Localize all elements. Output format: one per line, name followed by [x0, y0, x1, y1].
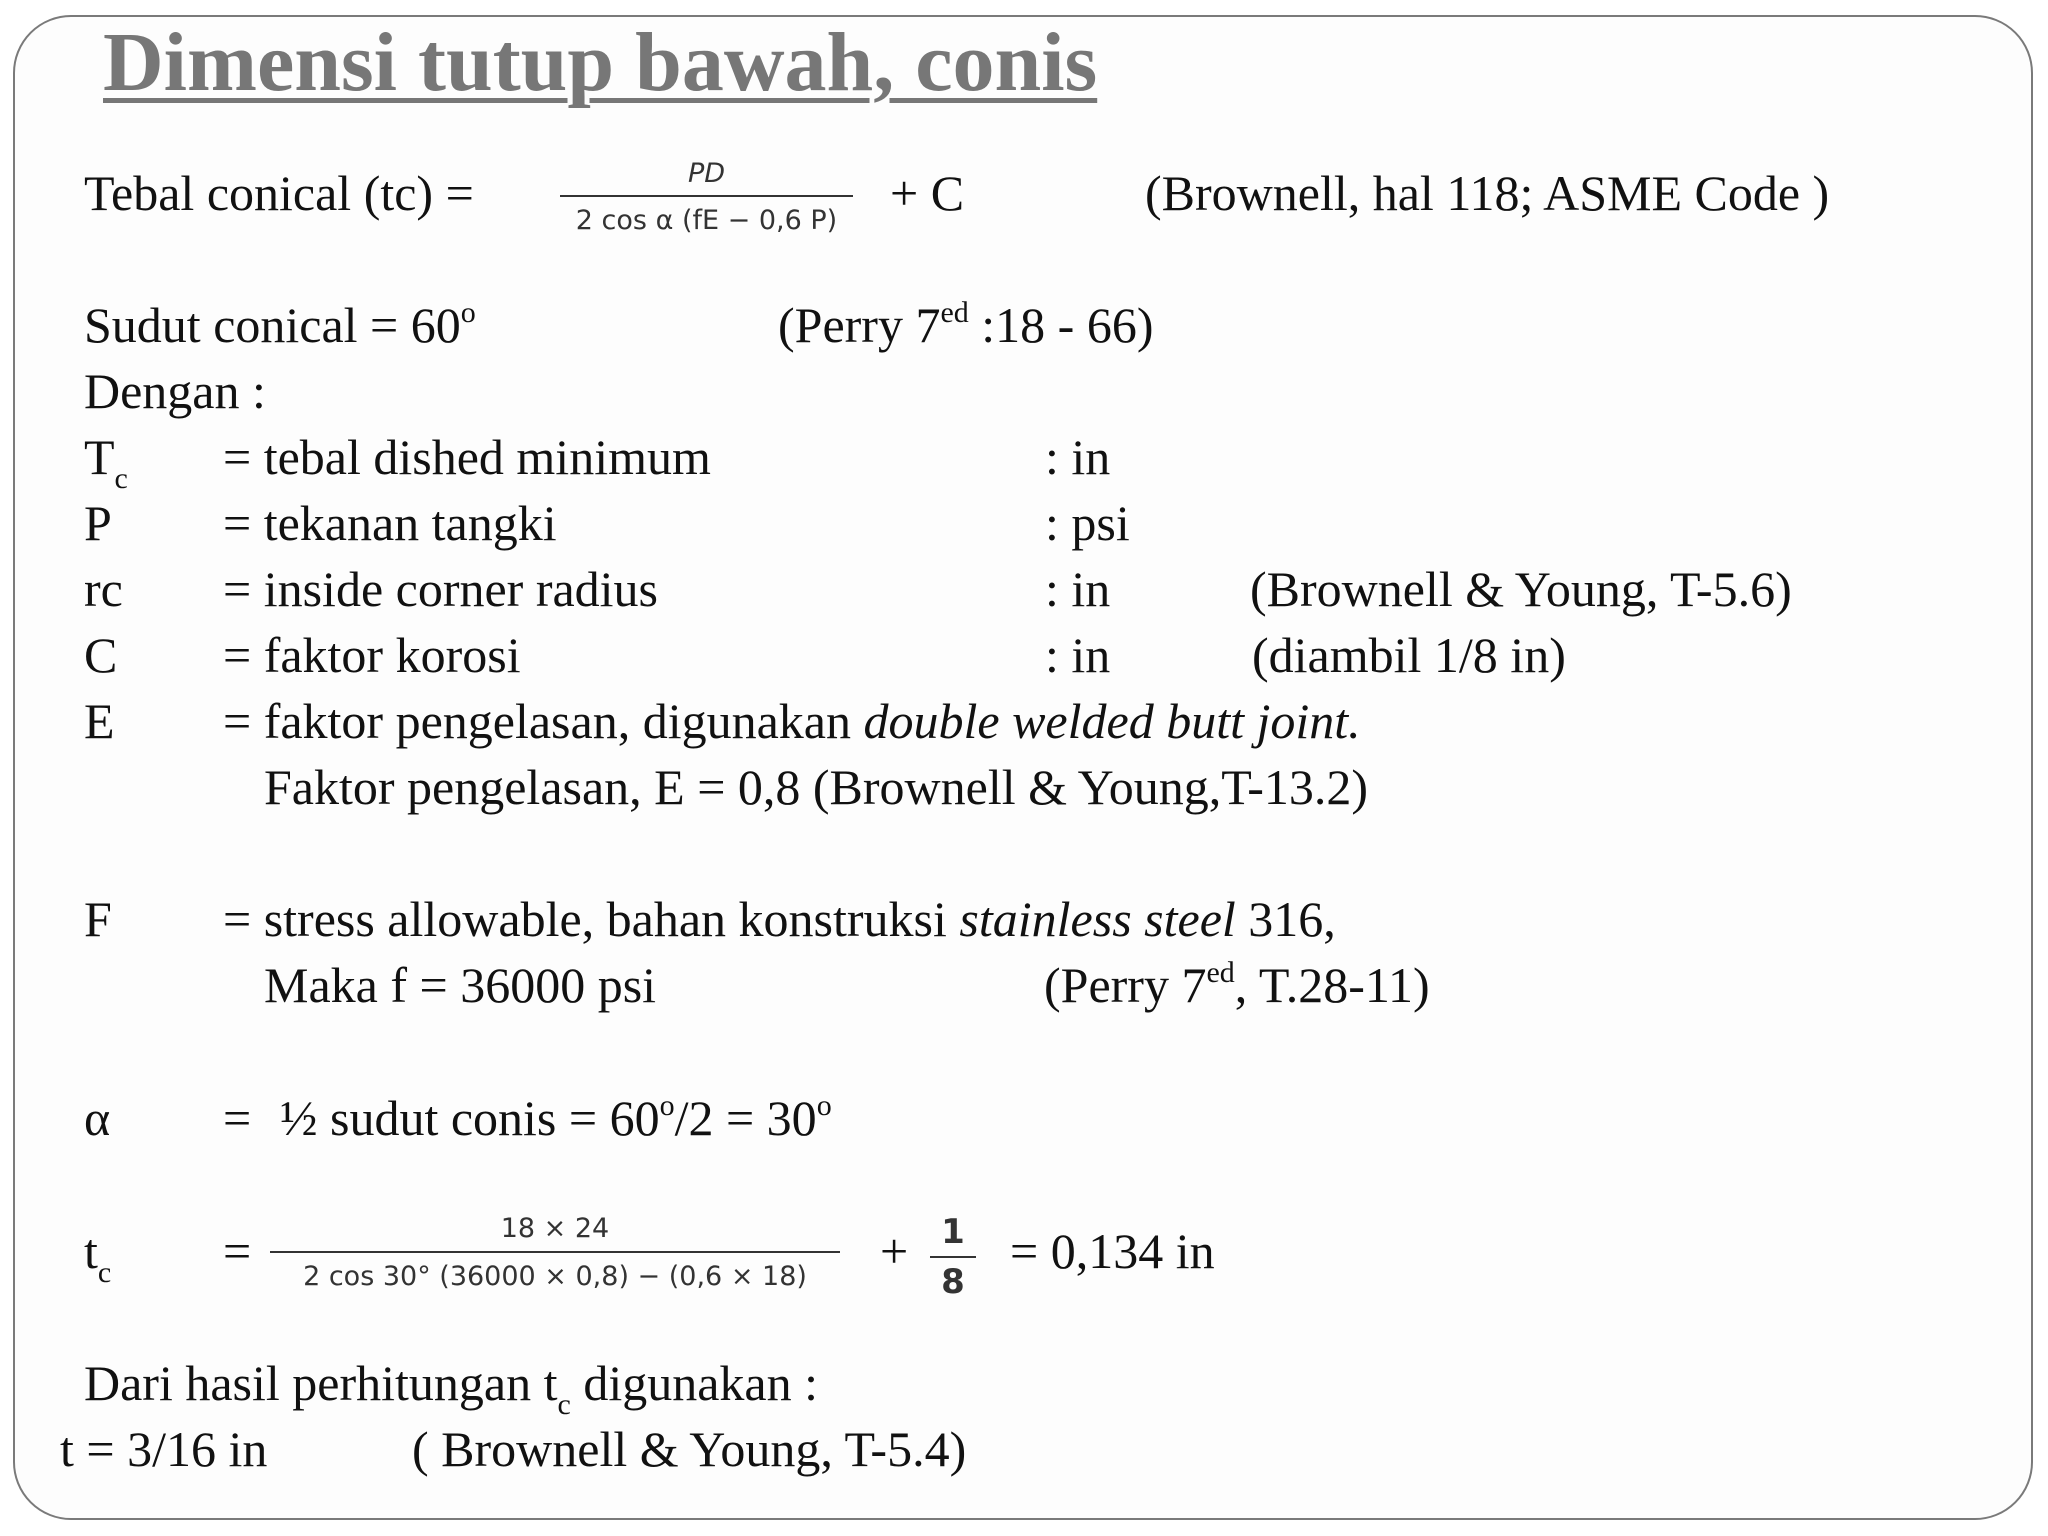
- subscript: c: [97, 1256, 112, 1289]
- fraction-bar: [270, 1251, 840, 1253]
- calc-small-fraction: [930, 1212, 976, 1302]
- degree-sup: o: [460, 296, 476, 329]
- def-symbol: P: [84, 495, 112, 551]
- formula-reference: (Brownell, hal 118; ASME Code ): [1145, 165, 1830, 221]
- calc-numerator: 18 × 24: [500, 1213, 610, 1244]
- desc-text: digunakan :: [570, 1355, 818, 1411]
- conclusion-line: [84, 1355, 818, 1421]
- formula-label: Tebal conical (tc) =: [84, 165, 474, 221]
- def-desc-line2: Maka f = 36000 psi: [264, 957, 657, 1013]
- symbol: T: [84, 429, 115, 485]
- slide-title: Dimensi tutup bawah, conis: [103, 16, 1098, 109]
- calc-frac-den: 8: [941, 1262, 965, 1302]
- def-symbol: C: [84, 627, 118, 683]
- formula-fraction: [560, 158, 853, 236]
- dengan-label: Dengan :: [84, 363, 266, 419]
- ref-sup: ed: [1206, 956, 1235, 989]
- alpha-eq: =: [223, 1090, 252, 1146]
- angle-reference: [778, 296, 1154, 353]
- desc-text: 316,: [1235, 891, 1336, 947]
- ref-text: , T.28-11): [1234, 957, 1430, 1013]
- def-desc-line2: Faktor pengelasan, E = 0,8 (Brownell & Young,T-13.2): [264, 759, 1369, 815]
- degree-sup: o: [659, 1089, 675, 1122]
- def-reference: [1044, 956, 1430, 1013]
- final-reference: ( Brownell & Young, T-5.4): [412, 1421, 967, 1477]
- def-symbol: rc: [84, 561, 123, 617]
- degree-sup: o: [816, 1089, 832, 1122]
- calc-plus: +: [880, 1223, 909, 1279]
- ref-text: :18 - 66): [968, 297, 1154, 353]
- desc-text: Dari hasil perhitungan t: [84, 1355, 558, 1411]
- calc-fraction: [270, 1213, 840, 1292]
- calc-eq: =: [223, 1223, 252, 1279]
- desc-text: = faktor pengelasan, digunakan: [223, 693, 864, 749]
- ref-text: (Perry 7: [778, 297, 941, 353]
- alpha-desc: [280, 1089, 832, 1146]
- def-unit: : in: [1045, 627, 1111, 683]
- subscript: c: [557, 1388, 571, 1421]
- def-unit: : psi: [1045, 495, 1130, 551]
- def-desc: [223, 891, 1336, 947]
- symbol: t: [84, 1223, 98, 1279]
- def-desc: [223, 693, 1361, 749]
- def-symbol: [84, 429, 128, 495]
- desc-text: /2 = 30: [674, 1090, 817, 1146]
- ref-sup: ed: [940, 296, 969, 329]
- formula-plus-c: + C: [890, 165, 965, 221]
- def-reference: (Brownell & Young, T-5.6): [1250, 561, 1792, 617]
- def-symbol: E: [84, 693, 115, 749]
- def-reference: (diambil 1/8 in): [1252, 627, 1566, 683]
- calc-result: = 0,134 in: [1010, 1223, 1215, 1279]
- def-desc: = faktor korosi: [223, 627, 521, 683]
- desc-italic: stainless steel: [959, 891, 1236, 947]
- ref-text: (Perry 7: [1044, 957, 1207, 1013]
- fraction-bar: [930, 1256, 976, 1258]
- angle-line: [84, 296, 476, 353]
- def-desc: = tekanan tangki: [223, 495, 557, 551]
- def-unit: : in: [1045, 429, 1111, 485]
- def-desc: = inside corner radius: [223, 561, 659, 617]
- calc-frac-num: 1: [941, 1212, 965, 1252]
- formula-denominator: 2 cos α (fE − 0,6 P): [575, 205, 838, 236]
- formula-numerator: PD: [687, 158, 726, 189]
- def-desc: = tebal dished minimum: [223, 429, 711, 485]
- def-symbol: F: [84, 891, 112, 947]
- angle-label: Sudut conical = 60: [84, 297, 461, 353]
- desc-italic: double welded butt joint.: [863, 693, 1361, 749]
- subscript: c: [114, 462, 128, 495]
- calc-denominator: 2 cos 30° (36000 × 0,8) − (0,6 × 18): [303, 1261, 807, 1292]
- desc-text: = stress allowable, bahan konstruksi: [223, 891, 960, 947]
- fraction-bar: [560, 195, 853, 197]
- def-unit: : in: [1045, 561, 1111, 617]
- calc-symbol: [84, 1223, 112, 1289]
- desc-text: ½ sudut conis = 60: [280, 1090, 660, 1146]
- final-thickness: t = 3/16 in: [60, 1421, 268, 1477]
- def-symbol: α: [84, 1090, 111, 1146]
